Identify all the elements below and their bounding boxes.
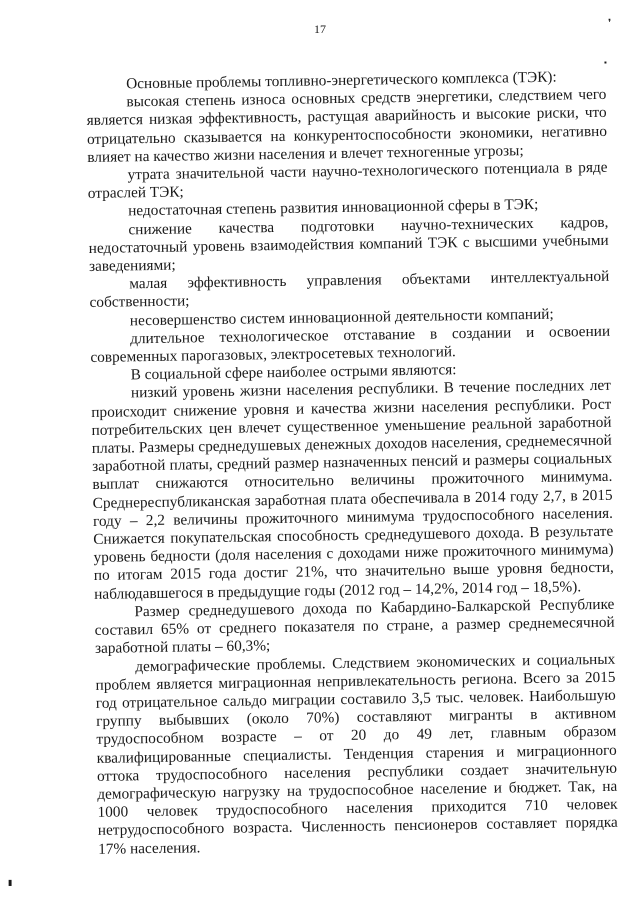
scan-mark: ▪ [604,58,607,67]
page-number: 17 [314,22,326,36]
paragraph-social-heading: В социальной сфере наиболее острыми являются: [130,361,457,384]
paragraph-depreciation: высокая степень износа основных средств энергетики, следствием чего является низкая эффективность, растущая аварийность и высокие риски, что отрицательно сказывается на конкурентоспособности экономики, негативно влияет на качество жизни населения и влечет техногенные угрозы; [86,86,608,166]
paragraph-income: Размер среднедушевого дохода по Кабардино-Балкарской Республике составил 65% от среднего показателя по стране, а размер среднемесячной заработной платы – 60,3%; [94,595,615,658]
scan-mark: ❜ [608,18,612,29]
paragraph-innovation-systems: несовершенство систем инновационной деятельности компаний; [129,305,554,329]
paragraph-personnel: снижение качества подготовки научно-технических кадров, недостаточный уровень взаимодействия компаний ТЭК с высшими учебными заведениями; [88,213,609,276]
paragraph-demographics: демографические проблемы. Следствием экономических и социальных проблем является миграционная непривлекательность региона. Всего за 2015 год отрицательное сальдо миграции составило 3,5 тыс. человек. Наибольшую группу выбывших (около 70%) составляют мигранты в активном трудоспособном возрасте – от 20 до 49 лет, главным образом квалифицированные специалисты. Тенденция старения и миграционного оттока трудоспособного населения республики создает значительную демографическую нагрузку на трудоспособное население и бюджет. Так, на 1000 человек трудоспособного населения приходится 710 человек нетрудоспособного возраста. Численность пенсионеров составляет порядка 17% населения. [95,650,618,858]
paragraph-intellectual-property: малая эффективность управления объектами интеллектуальной собственности; [89,268,610,312]
paragraph-fec-problems-heading: Основные проблемы топливно-энергетического комплекса (ТЭК): [125,68,557,93]
document-body [86,68,618,859]
paragraph-living-standards: низкий уровень жизни населения республики. В течение последних лет происходит снижение уровня и качества жизни населения республики. Рост потребительских цен влечет существенное уменьшение реальной заработной платы. Размеры среднедушевых денежных доходов населения, среднемесячной заработной платы, средний размер назначенных пенсий и размеры социальных выплат снижаются относительно величины прожиточного минимума. Среднереспубликанская заработная плата обеспечивала в 2014 году 2,7, в 2015 году – 2,2 величины прожиточного минимума трудоспособного населения. Снижается покупательская способность среднедушевого дохода. В результате уровень бедности (доля населения с доходами ниже прожиточного минимума) по итогам 2015 года достиг 21%, что значительно выше уровня бедности, наблюдавшегося в предыдущие годы (2012 год – 14,2%, 2014 год – 18,5%). [91,377,614,603]
paragraph-innovation-sphere: недостаточная степень развития инновационной сферы в ТЭК; [127,196,539,220]
scan-mark: ▮ [8,878,13,887]
paragraph-technological-lag: длительное технологическое отставание в создании и освоении современных парогазовых, электросетевых технологий. [90,322,611,367]
paragraph-scientific-potential: утрата значительной части научно-технологического потенциала в ряде отраслей ТЭК; [87,158,608,203]
